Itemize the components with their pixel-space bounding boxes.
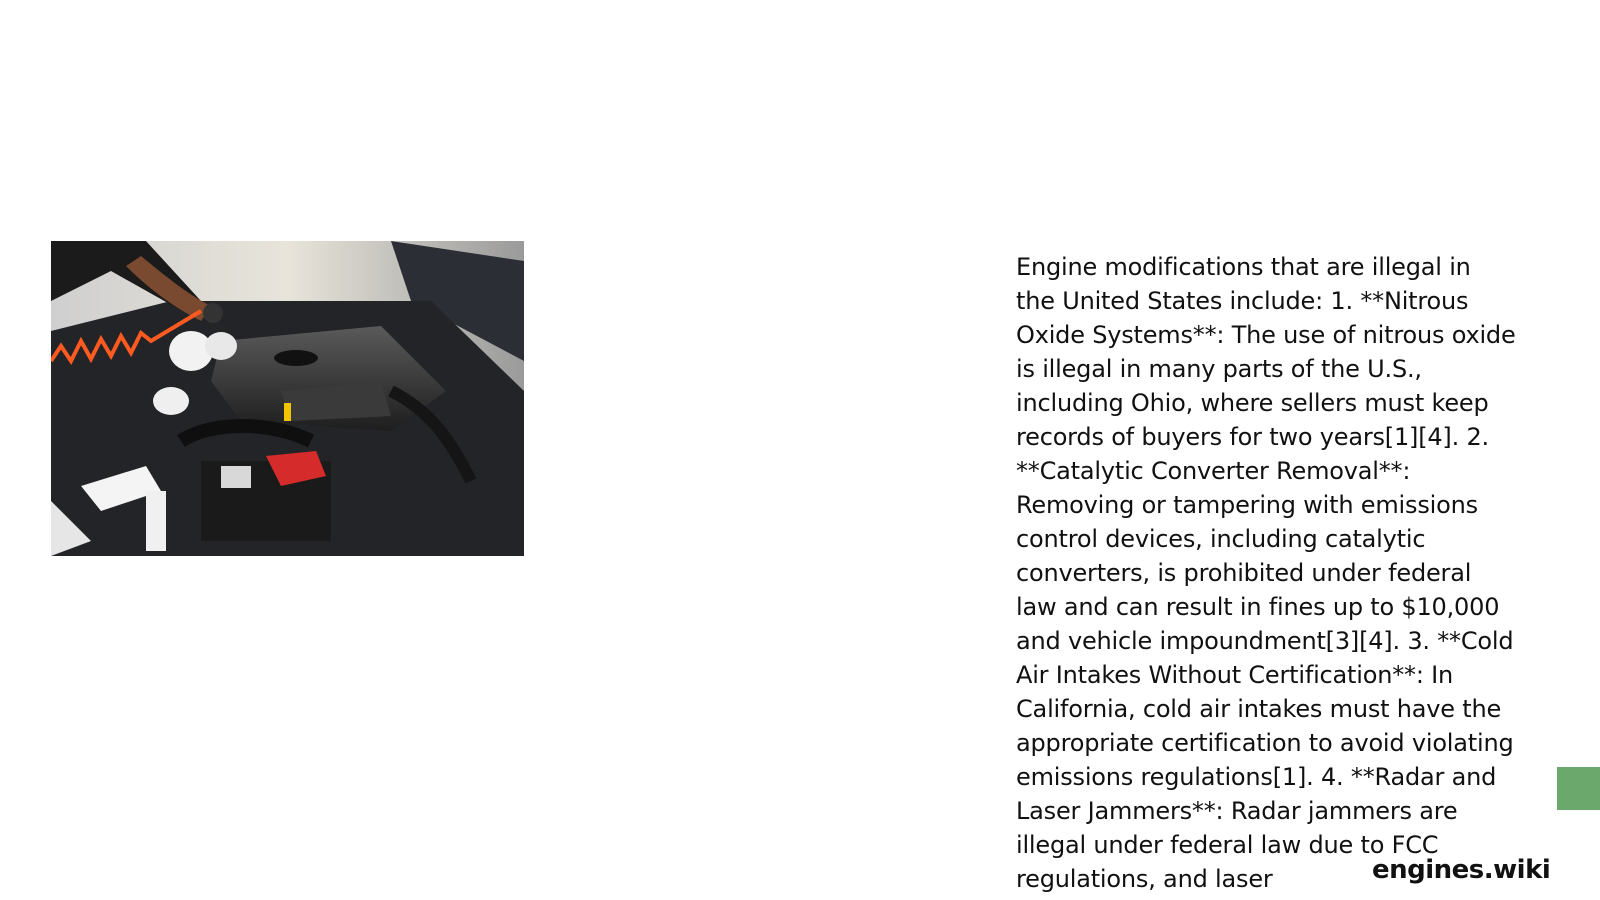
- article-body-text: Engine modifications that are illegal in the United States include: 1. **Nitrous Oxide Systems**: The use of nitrous oxide is illegal in many parts of the U.S., including Ohio, where sellers must keep records of buyers for two years[1][4]. 2. **Catalytic Converter Removal**: Removing or tampering with emissions control devices, including catalytic converters, is prohibited under federal law and can result in fines up to $10,000 and vehicle impoundment[3][4]. 3. **Cold Air Intakes Without Certification**: In California, cold air intakes must have the appropriate certification to avoid violating emissions regulations[1]. 4. **Radar and Laser Jammers**: Radar jammers are illegal under federal law due to FCC regulations, and laser: [1016, 253, 1516, 893]
- engine-bay-illustration: [51, 241, 524, 556]
- side-feedback-tab[interactable]: [1557, 767, 1600, 810]
- engine-bay-photo: [51, 241, 524, 556]
- site-brand-watermark: engines.wiki: [1372, 855, 1551, 885]
